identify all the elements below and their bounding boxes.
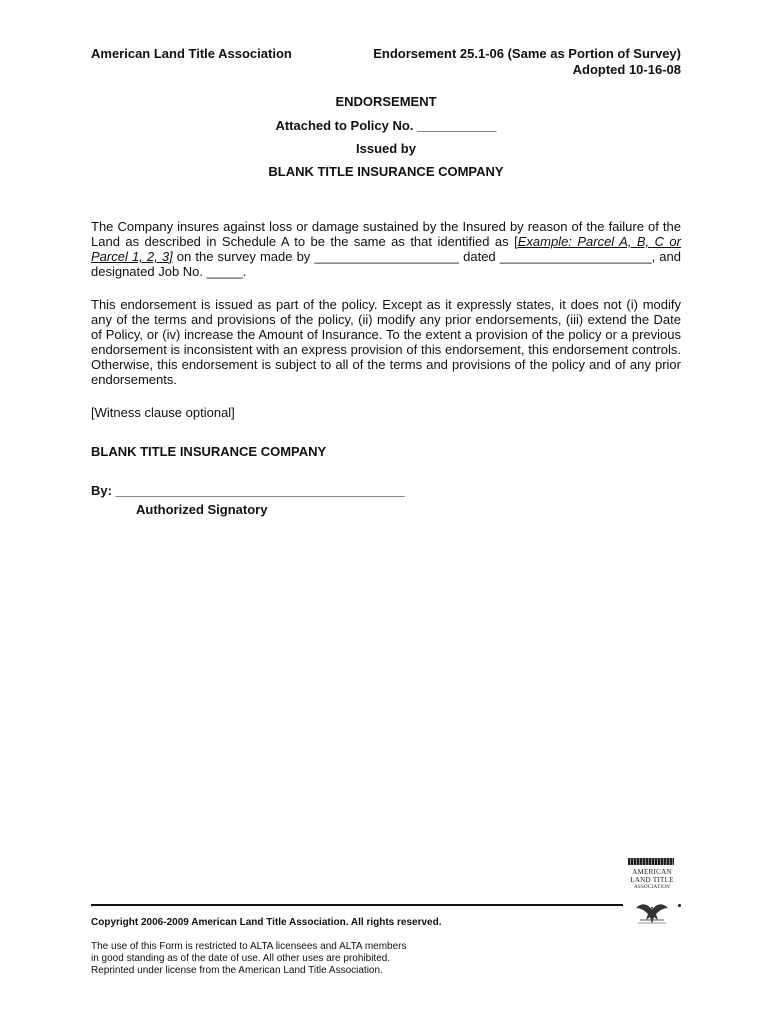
- header-form-info: [373, 46, 681, 78]
- issued-by-label: Issued by: [356, 141, 416, 156]
- logo-text: [628, 868, 676, 892]
- attached-to-policy: Attached to Policy No. ___________: [275, 118, 497, 133]
- coverage-paragraph: [91, 219, 681, 279]
- issuer-company-name: BLANK TITLE INSURANCE COMPANY: [268, 164, 504, 179]
- coverage-text-end: on the survey made by ____________________ dated _____________________, and designated Job No. _____.: [91, 249, 681, 279]
- coverage-example: Example: Parcel A, B, C or Parcel 1, 2, 3]: [91, 234, 681, 264]
- footer-note-line: The use of this Form is restricted to ALTA licensees and ALTA members: [91, 941, 407, 952]
- signature-by-line: By: ________________________________________: [91, 483, 405, 498]
- logo-dot: [678, 904, 681, 907]
- logo-line-association: ASSOCIATION: [633, 885, 671, 890]
- witness-clause: [Witness clause optional]: [91, 405, 235, 420]
- header-adopted-date: Adopted 10-16-08: [572, 62, 681, 77]
- endorsement-heading: ENDORSEMENT: [335, 94, 437, 109]
- signature-company-name: BLANK TITLE INSURANCE COMPANY: [91, 444, 327, 459]
- footer-divider: [91, 904, 623, 906]
- footer-usage-notes: [91, 941, 407, 977]
- logo-bar: [628, 858, 674, 865]
- alta-logo: [628, 858, 676, 930]
- coverage-text-start: The Company insures against loss or damage sustained by the Insured by reason of the failure of the Land as described in Schedule A to be the same as that identified as [: [91, 219, 681, 249]
- eagle-icon: [632, 898, 672, 926]
- footer-note-line: in good standing as of the date of use. All other uses are prohibited.: [91, 953, 391, 964]
- logo-line-american: AMERICAN: [632, 868, 672, 876]
- header-organization: American Land Title Association: [91, 46, 292, 61]
- footer-copyright: Copyright 2006-2009 American Land Title Association. All rights reserved.: [91, 917, 442, 928]
- policy-terms-paragraph: This endorsement is issued as part of the policy. Except as it expressly states, it does not (i) modify any of the terms and provisions of the policy, (ii) modify any prior endorsements, (iii) extend the Date of Policy, or (iv) increase the Amount of Insurance. To the extent a provision of the policy or a previous endorsement is inconsistent with an express provision of this endorsement, this endorsement controls. Otherwise, this endorsement is subject to all of the terms and provisions of the policy and of any prior endorsements.: [91, 297, 681, 387]
- footer-note-line: Reprinted under license from the American Land Title Association.: [91, 965, 383, 976]
- authorized-signatory-label: Authorized Signatory: [136, 502, 268, 517]
- header-form-name: Endorsement 25.1-06 (Same as Portion of Survey): [373, 46, 681, 61]
- logo-line-land-title: LAND TITLE: [630, 876, 674, 884]
